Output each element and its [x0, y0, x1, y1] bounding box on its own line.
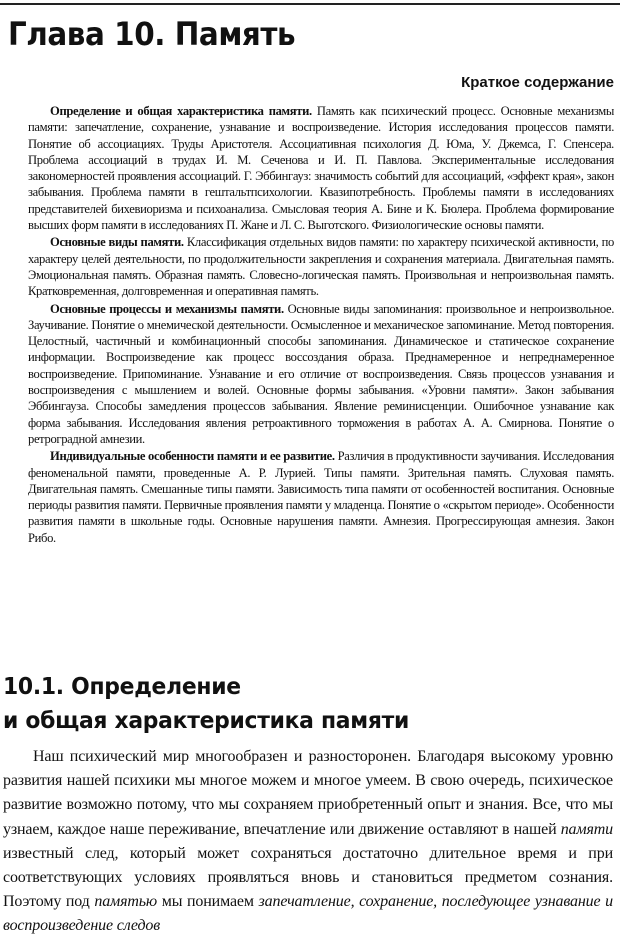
summary-lead: Индивидуальные особенности памяти и ее развитие.	[50, 449, 335, 464]
emphasis: запечатление, сохранение, последующее узнавание и воспроизведение следов	[3, 893, 613, 935]
summary-text: Основные виды запоминания: произвольное и непроизвольное. Заучивание. Понятие о мнемической деятельности. Осмысленное и механическое запоминание. Метод повторения. Целостный, частичный и комбинационный способы запоминания. Динамическое и статическое сохранение информации. Воспроизведение как процесс воссоздания образа. Преднамеренное и непреднамеренное воспроизведение. Припоминание. Узнавание и его отличие от воспроизведения. Связь процессов узнавания и воспроизведения с мышлением и волей. Основные формы забывания. «Уровни памяти». Закон забывания Эббингауза. Способы замедления процессов забывания. Явление реминисценции. Ошибочное узнавание как форма забывания. Исследования явления ретроактивного торможения в работах А. А. Смирнова. Понятие о ретроградной амнезии.	[28, 301, 614, 446]
body-text-part: известный след, который может сохраняться достаточно длительное время и при соответствующих условиях проявляться вновь и становиться предметом сознания. Поэтому под	[3, 844, 613, 911]
top-rule	[0, 3, 620, 5]
emphasis: памяти	[560, 820, 613, 838]
summary-text: Классификация отдельных видов памяти: по характеру психической активности, по характеру целей деятельности, по продолжительности закрепления и сохранения материала. Двигательная память. Эмоциональная память. Образная память. Словесно-логическая память. Произвольная и непроизвольная память. Кратковременная, долговременная и оперативная память.	[28, 235, 614, 299]
summary-paragraph	[28, 103, 614, 233]
body-paragraph	[3, 745, 613, 939]
body-text-part: Наш психический мир многообразен и разносторонен. Благодаря высокому уровню развития нашей психики мы многое можем и многое умеем. В свою очередь, психическое развитие возможно потому, что мы сохраняем приобретенный опыт и знания. Все, что мы узнаем, каждое наше переживание, впечатление или движение оставляют в нашей	[3, 748, 613, 838]
section-title-line-2: и общая характеристика памяти	[3, 706, 410, 734]
summary-paragraph	[28, 301, 614, 448]
summary-lead: Основные виды памяти.	[50, 235, 184, 250]
section-body	[3, 745, 613, 939]
summary-lead: Основные процессы и механизмы памяти.	[50, 301, 284, 316]
summary-lead: Определение и общая характеристика памяти.	[50, 104, 312, 118]
summary-paragraph	[28, 234, 614, 299]
chapter-title: Глава 10. Память	[8, 15, 296, 53]
summary-heading: Краткое содержание	[461, 74, 614, 91]
chapter-summary	[28, 103, 614, 547]
summary-paragraph	[28, 448, 614, 546]
summary-text: Различия в продуктивности заучивания. Исследования феноменальной памяти, проведенные А. Р. Лурией. Типы памяти. Зрительная память. Слуховая память. Двигательная память. Смешанные типы памяти. Зависимость типа памяти от особенностей воспитания. Основные периоды развития памяти. Первичные проявления памяти у младенца. Понятие о «скрытом периоде». Особенности развития памяти в школьные годы. Основные нарушения памяти. Амнезия. Прогрессирующая амнезия. Закон Рибо.	[28, 449, 614, 545]
summary-text: Память как психический процесс. Основные механизмы памяти: запечатление, сохранение, узнавание и воспроизведение. История исследования процессов памяти. Понятие об ассоциациях. Труды Аристотеля. Ассоциативная психология Д. Юма, У. Джемса, Г. Спенсера. Проблема ассоциаций в трудах И. М. Сеченова и И. П. Павлова. Экспериментальные исследования закономерностей проявления ассоциаций. Г. Эббингауз: значимость событий для ассоциаций, «эффект края», закон забывания. Проблема памяти в гештальтпсихологии. Квазипотребность. Проблемы памяти в исследованиях представителей бихевиоризма и психоанализа. Смысловая теория А. Бине и К. Бюлера. Проблема формирование высших форм памяти в исследованиях П. Жане и Л. С. Выготского. Физиологические основы памяти.	[28, 104, 615, 233]
section-title	[3, 669, 409, 737]
emphasis: памятью	[94, 893, 158, 911]
body-text-part: мы понимаем	[157, 893, 259, 911]
section-title-line-1: 10.1. Определение	[3, 672, 241, 700]
